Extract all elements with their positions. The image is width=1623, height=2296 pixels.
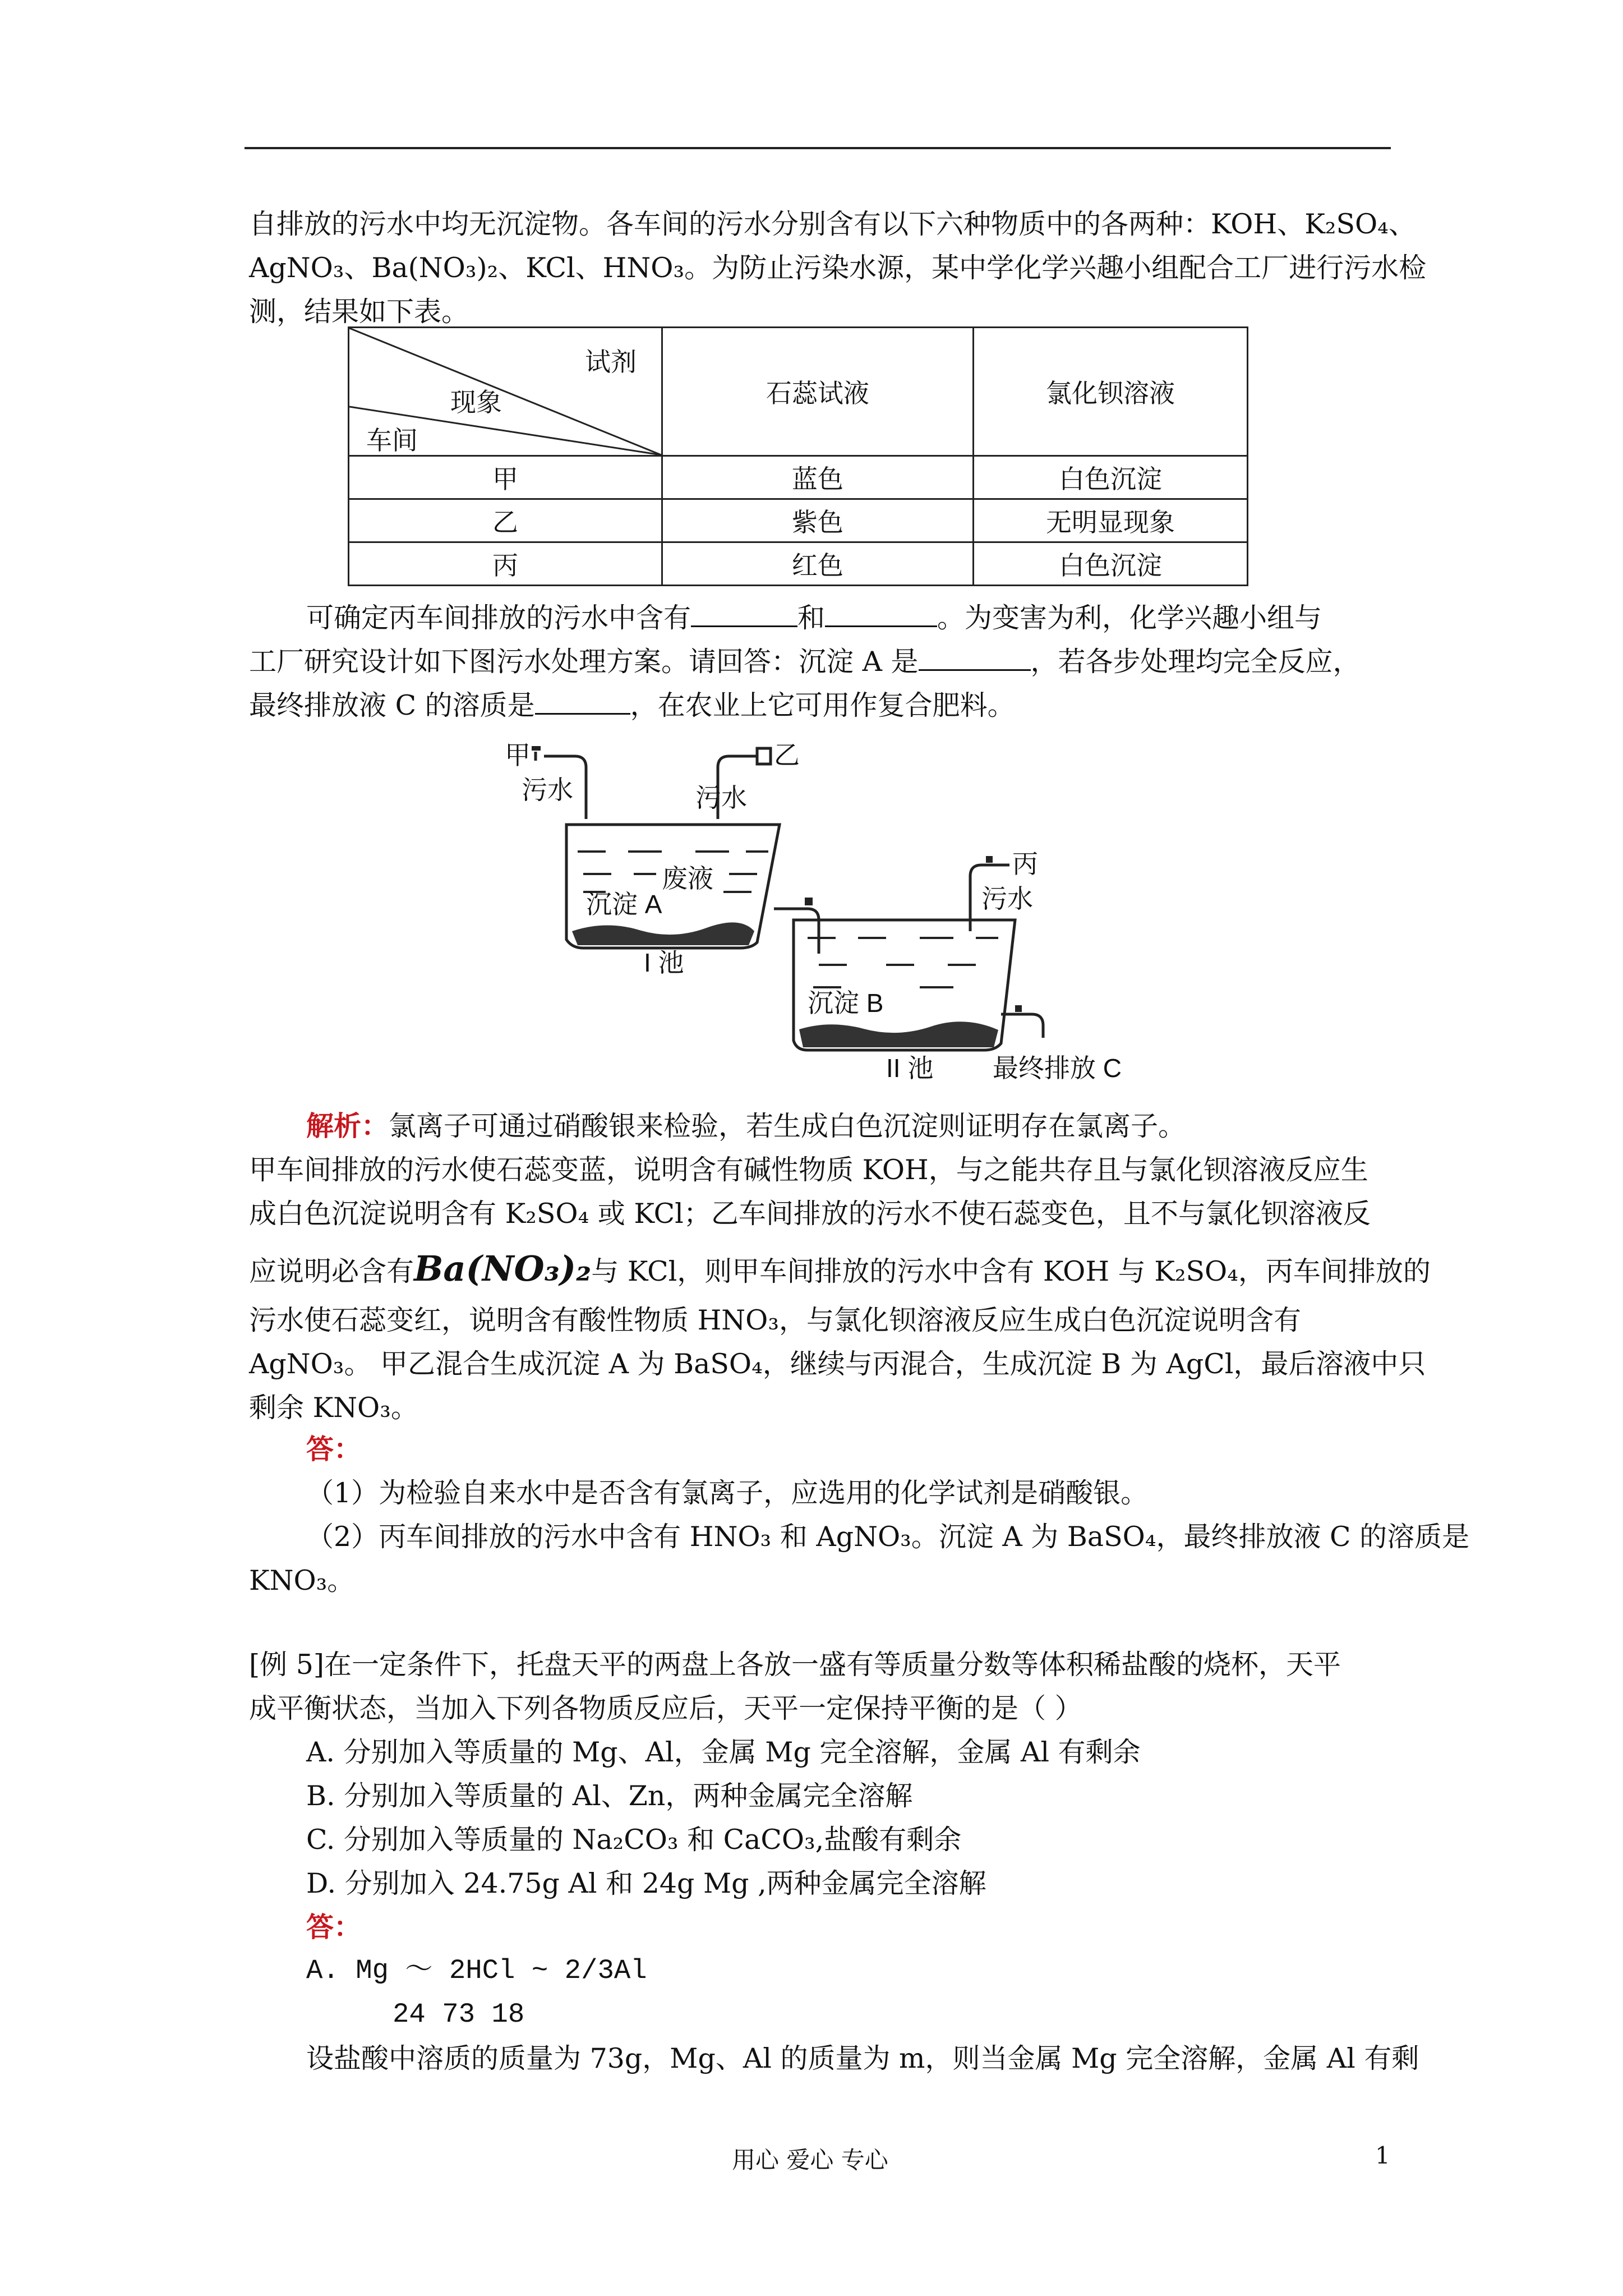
row-bacl2: 白色沉淀 bbox=[973, 456, 1247, 499]
label-wushui-3: 污水 bbox=[981, 884, 1033, 913]
table-corner-cell bbox=[349, 328, 662, 456]
col-header-bacl2: 氯化钡溶液 bbox=[973, 328, 1247, 456]
label-wushui-2: 污水 bbox=[695, 783, 747, 812]
sediment-a bbox=[572, 922, 754, 945]
example-5-line-1: [例 5]在一定条件下，托盘天平的两盘上各放一盛有等质量分数等体积稀盐酸的烧杯，天平 bbox=[249, 1649, 1341, 1681]
corner-phenomenon: 现象 bbox=[450, 387, 502, 417]
analysis-line-6: AgNO₃。 甲乙混合生成沉淀 A 为 BaSO₄，继续与丙混合，生成沉淀 B 为 AgCl，最后溶液中只 bbox=[249, 1348, 1426, 1380]
col-header-litmus: 石蕊试液 bbox=[662, 328, 973, 456]
answer-blank[interactable] bbox=[919, 642, 1031, 671]
option-d: D. 分别加入 24.75g Al 和 24g Mg ,两种金属完全溶解 bbox=[306, 1867, 986, 1899]
label-feiye: 废液 bbox=[662, 864, 713, 893]
answer-2-label: 答： bbox=[306, 1911, 362, 1943]
question-line-3 bbox=[249, 683, 1015, 728]
page-number: 1 bbox=[1375, 2142, 1390, 2169]
table-row bbox=[349, 542, 1248, 586]
analysis-line-2: 甲车间排放的污水使石蕊变蓝，说明含有碱性物质 KOH，与之能共存且与氯化钡溶液反应生 bbox=[249, 1154, 1368, 1186]
table-row bbox=[349, 499, 1248, 542]
label-wushui-1: 污水 bbox=[522, 775, 573, 804]
answer-2-last-line: 设盐酸中溶质的质量为 73g，Mg、Al 的质量为 m，则当金属 Mg 完全溶解，金属 Al 有剩 bbox=[306, 2042, 1419, 2074]
q1-text-a: 可确定丙车间排放的污水中含有 bbox=[306, 602, 691, 634]
analysis-label: 解析： bbox=[306, 1110, 389, 1142]
sediment-b bbox=[799, 1022, 998, 1047]
answer-1-line-1: （1）为检验自来水中是否含有氯离子，应选用的化学试剂是硝酸银。 bbox=[306, 1477, 1149, 1509]
footer-motto: 用心 爱心 专心 bbox=[732, 2146, 888, 2174]
answer-2-masses: 24 73 18 bbox=[393, 1999, 525, 2030]
row-litmus: 蓝色 bbox=[662, 456, 973, 499]
intro-line-3: 测，结果如下表。 bbox=[249, 296, 469, 328]
option-c: C. 分别加入等质量的 Na₂CO₃ 和 CaCO₃,盐酸有剩余 bbox=[306, 1824, 962, 1856]
row-name: 丙 bbox=[349, 542, 662, 586]
label-chendian-a: 沉淀 A bbox=[586, 890, 662, 919]
row-litmus: 紫色 bbox=[662, 499, 973, 542]
answer-1-line-2: （2）丙车间排放的污水中含有 HNO₃ 和 AgNO₃。沉淀 A 为 BaSO₄，最终排放液 C 的溶质是 bbox=[306, 1521, 1470, 1553]
analysis-line-7: 剩余 KNO₃。 bbox=[249, 1392, 418, 1424]
results-table bbox=[348, 326, 1248, 586]
label-yi: 乙 bbox=[774, 740, 800, 770]
q2-text-b: ，若各步处理均完全反应， bbox=[1030, 646, 1361, 678]
row-bacl2: 白色沉淀 bbox=[973, 542, 1247, 586]
analysis-line-3: 成白色沉淀说明含有 K₂SO₄ 或 KCl；乙车间排放的污水不使石蕊变色，且不与氯化钡溶液反 bbox=[249, 1198, 1371, 1230]
answer-blank[interactable] bbox=[691, 599, 797, 627]
intro-line-2: AgNO₃、Ba(NO₃)₂、KCl、HNO₃。为防止污染水源，某中学化学兴趣小组配合工厂进行污水检 bbox=[249, 252, 1427, 284]
table-row bbox=[349, 456, 1248, 499]
answer-blank[interactable] bbox=[535, 686, 630, 715]
option-b: B. 分别加入等质量的 Al、Zn，两种金属完全溶解 bbox=[306, 1780, 913, 1812]
label-final: 最终排放 C bbox=[993, 1053, 1122, 1083]
label-jia: 甲 bbox=[505, 740, 531, 770]
corner-workshop: 车间 bbox=[366, 425, 418, 455]
row-bacl2: 无明显现象 bbox=[973, 499, 1247, 542]
q2-text-a: 工厂研究设计如下图污水处理方案。请回答：沉淀 A 是 bbox=[249, 646, 919, 678]
answer-1-line-3: KNO₃。 bbox=[249, 1565, 355, 1596]
q1-text-b: 和 bbox=[797, 602, 826, 634]
example-5-line-2: 成平衡状态，当加入下列各物质反应后，天平一定保持平衡的是（ ） bbox=[249, 1692, 1082, 1724]
treatment-diagram bbox=[494, 740, 1138, 1088]
formula-ba-no3-2: Ba(NO₃)₂ bbox=[414, 1248, 592, 1289]
corner-reagent: 试剂 bbox=[585, 347, 637, 377]
row-litmus: 红色 bbox=[662, 542, 973, 586]
label-bing: 丙 bbox=[1012, 849, 1038, 878]
answer-blank[interactable] bbox=[825, 599, 937, 627]
analysis-text: 氯离子可通过硝酸银来检验，若生成白色沉淀则证明存在氯离子。 bbox=[389, 1110, 1186, 1142]
row-name: 甲 bbox=[349, 456, 662, 499]
analysis-line-5: 污水使石蕊变红，说明含有酸性物质 HNO₃，与氯化钡溶液反应生成白色沉淀说明含有 bbox=[249, 1304, 1301, 1336]
label-chendian-b: 沉淀 B bbox=[808, 988, 884, 1018]
analysis-line-1 bbox=[306, 1104, 1186, 1148]
question-line-2 bbox=[249, 639, 1361, 684]
q1-text-c: 。为变害为利，化学兴趣小组与 bbox=[937, 602, 1322, 634]
option-a: A. 分别加入等质量的 Mg、Al，金属 Mg 完全溶解，金属 Al 有剩余 bbox=[306, 1736, 1141, 1768]
pipe-connector bbox=[774, 909, 819, 954]
row-name: 乙 bbox=[349, 499, 662, 542]
answer-2-equation: A. Mg ～ 2HCl ~ 2/3Al bbox=[306, 1955, 647, 1986]
q3-text-b: ，在农业上它可用作复合肥料。 bbox=[630, 689, 1015, 721]
analysis-text: 与 KCl，则甲车间排放的污水中含有 KOH 与 K₂SO₄，丙车间排放的 bbox=[591, 1255, 1431, 1287]
question-line-1 bbox=[306, 596, 1322, 640]
analysis-line-4 bbox=[249, 1246, 1431, 1294]
analysis-text: 应说明必含有 bbox=[249, 1255, 414, 1287]
label-pool-1: I 池 bbox=[644, 948, 684, 977]
pipe-outflow bbox=[1001, 1014, 1043, 1038]
label-pool-2: II 池 bbox=[886, 1053, 934, 1083]
intro-line-1: 自排放的污水中均无沉淀物。各车间的污水分别含有以下六种物质中的各两种：KOH、K₂SO₄、 bbox=[249, 208, 1416, 240]
q3-text-a: 最终排放液 C 的溶质是 bbox=[249, 689, 535, 721]
answer-1-label: 答： bbox=[306, 1433, 362, 1465]
header-rule bbox=[245, 147, 1391, 149]
